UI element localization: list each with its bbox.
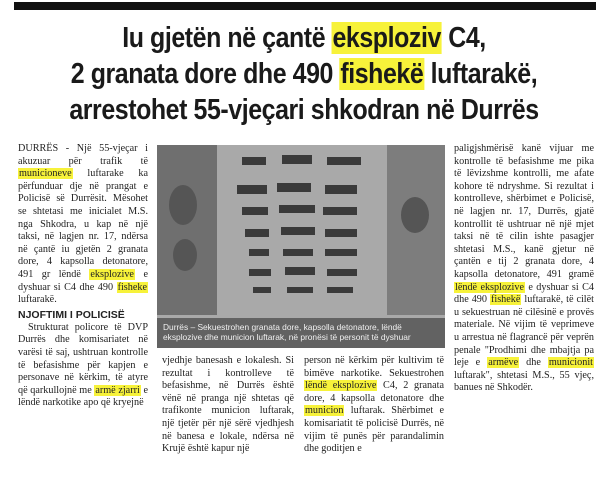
paragraph: [304, 355, 444, 456]
highlighted-word: armëve: [488, 357, 519, 369]
highlighted-word: municion: [305, 405, 344, 417]
text: person në kërkim për kultivim të bimëve narkotike. Sekuestrohen: [304, 355, 444, 379]
top-rule: [14, 2, 596, 10]
headline-line-1: [51, 20, 557, 56]
headline-line-3: arrestohet 55-vjeçari shkodran në Durrës: [69, 94, 539, 126]
text: e dyshuar si C4 dhe 490: [454, 281, 594, 306]
paragraph: [18, 143, 148, 307]
headline-line-2: [51, 56, 557, 92]
highlighted-word: fishekë: [490, 294, 521, 306]
highlighted-word: eksplozive: [90, 268, 134, 280]
text: luftarakë, të cilët u sekuestruan në cilësinë e provës materiale. Në vijim të veprimeve u arrestua në flagrancë për veprën penale "Prodhimi dhe mbajtja pa leje e: [454, 294, 594, 369]
evidence-photo: [157, 145, 445, 348]
headline-text: luftarakë,: [424, 58, 538, 90]
highlighted-word: lëndë eksplozive: [455, 281, 525, 293]
text: paligjshmërisë kanë vijuar me kontrolle të befasishme me pika të lëvizshme kontrolli, me afate kohore të ndryshme. Si rezultat i kontrolleve, shërbimet e Policisë, në lagjen nr. 17, Durrës, gjatë kontrollit të ushtruar në një mjet taksi në të cilin ishte pasagjer shtetasi M.S., kanë gjetur në çantën e tij 2 granata dore, 4 kapsolla detonatore, 491 gramë: [454, 143, 594, 280]
text: dhe: [519, 357, 548, 369]
highlighted-word: fishekë: [340, 58, 424, 90]
highlighted-word: fisheke: [117, 281, 147, 293]
article-headline: [51, 20, 557, 128]
text: e lëndë narkotike apo që kryejnë: [18, 384, 148, 409]
column-right: [454, 143, 594, 395]
text: luftarake ka përfunduar dje në prangat e Policisë së Durrësit. Mësohet se shtetasi me inicialet M.S. nga Shkodra, u kap në një taksi, në lagjen nr. 17, ndërsa në çantë iu gjetën 2 granata dore, 4 kapsolla detonatore, 491 gr lëndë: [18, 168, 148, 280]
paragraph: [18, 322, 148, 410]
section-subhead: NJOFTIMI I POLICISË: [18, 308, 125, 321]
text: luftarak", shtetasi M.S., 55 vjeç, banues në Shkodër.: [454, 369, 594, 394]
paragraph: [454, 143, 594, 395]
highlighted-word: municionit: [548, 357, 593, 369]
headline-text: C4,: [441, 22, 486, 54]
paragraph: vjedhje banesash e lokalesh. Si rezultat i kontrolleve të befasishme, në Durrës është vënë në pranga një shtetas që trafikonte municion luftarak, një tjetër për një sërë vjedhjesh në banesa e lokale, ndërsa në Krujë është kapur një: [162, 355, 294, 455]
highlighted-word: eksploziv: [332, 22, 441, 54]
highlighted-word: municioneve: [19, 168, 72, 180]
text: DURRËS - Një 55-vjeçar i akuzuar për trafik të: [18, 143, 148, 167]
text: luftarakë.: [18, 294, 57, 306]
headline-text: 2 granata dore dhe 490: [70, 58, 340, 90]
text: luftarak. Shërbimet e komisariatit të policisë Durrës, në vijim të punës për parandalimin dhe goditjen e: [304, 405, 444, 455]
headline-text: Iu gjetën në çantë: [122, 22, 332, 54]
text: Strukturat policore të DVP Durrës dhe komisariatet në varësi të saj, ushtruan kontrolle të befasishme për kapjen e personave në kërkim, të atyre që qarkullojnë me: [18, 321, 148, 396]
column-middle-right: [304, 355, 444, 456]
highlighted-word: lëndë eksplozive: [305, 380, 377, 392]
highlighted-word: armë zjarri: [95, 384, 140, 396]
photo-caption: Durrës – Sekuestrohen granata dore, kapsolla detonatore, lëndë eksplozive dhe municion luftarak, në pronësi të personit të dyshuar: [157, 318, 445, 348]
column-middle-left: [162, 355, 294, 456]
text: C4, 2 granata dore, 4 kapsolla detonatore dhe: [304, 380, 444, 404]
column-left: [18, 143, 148, 410]
text: e dyshuar si C4 dhe 490: [18, 268, 148, 293]
